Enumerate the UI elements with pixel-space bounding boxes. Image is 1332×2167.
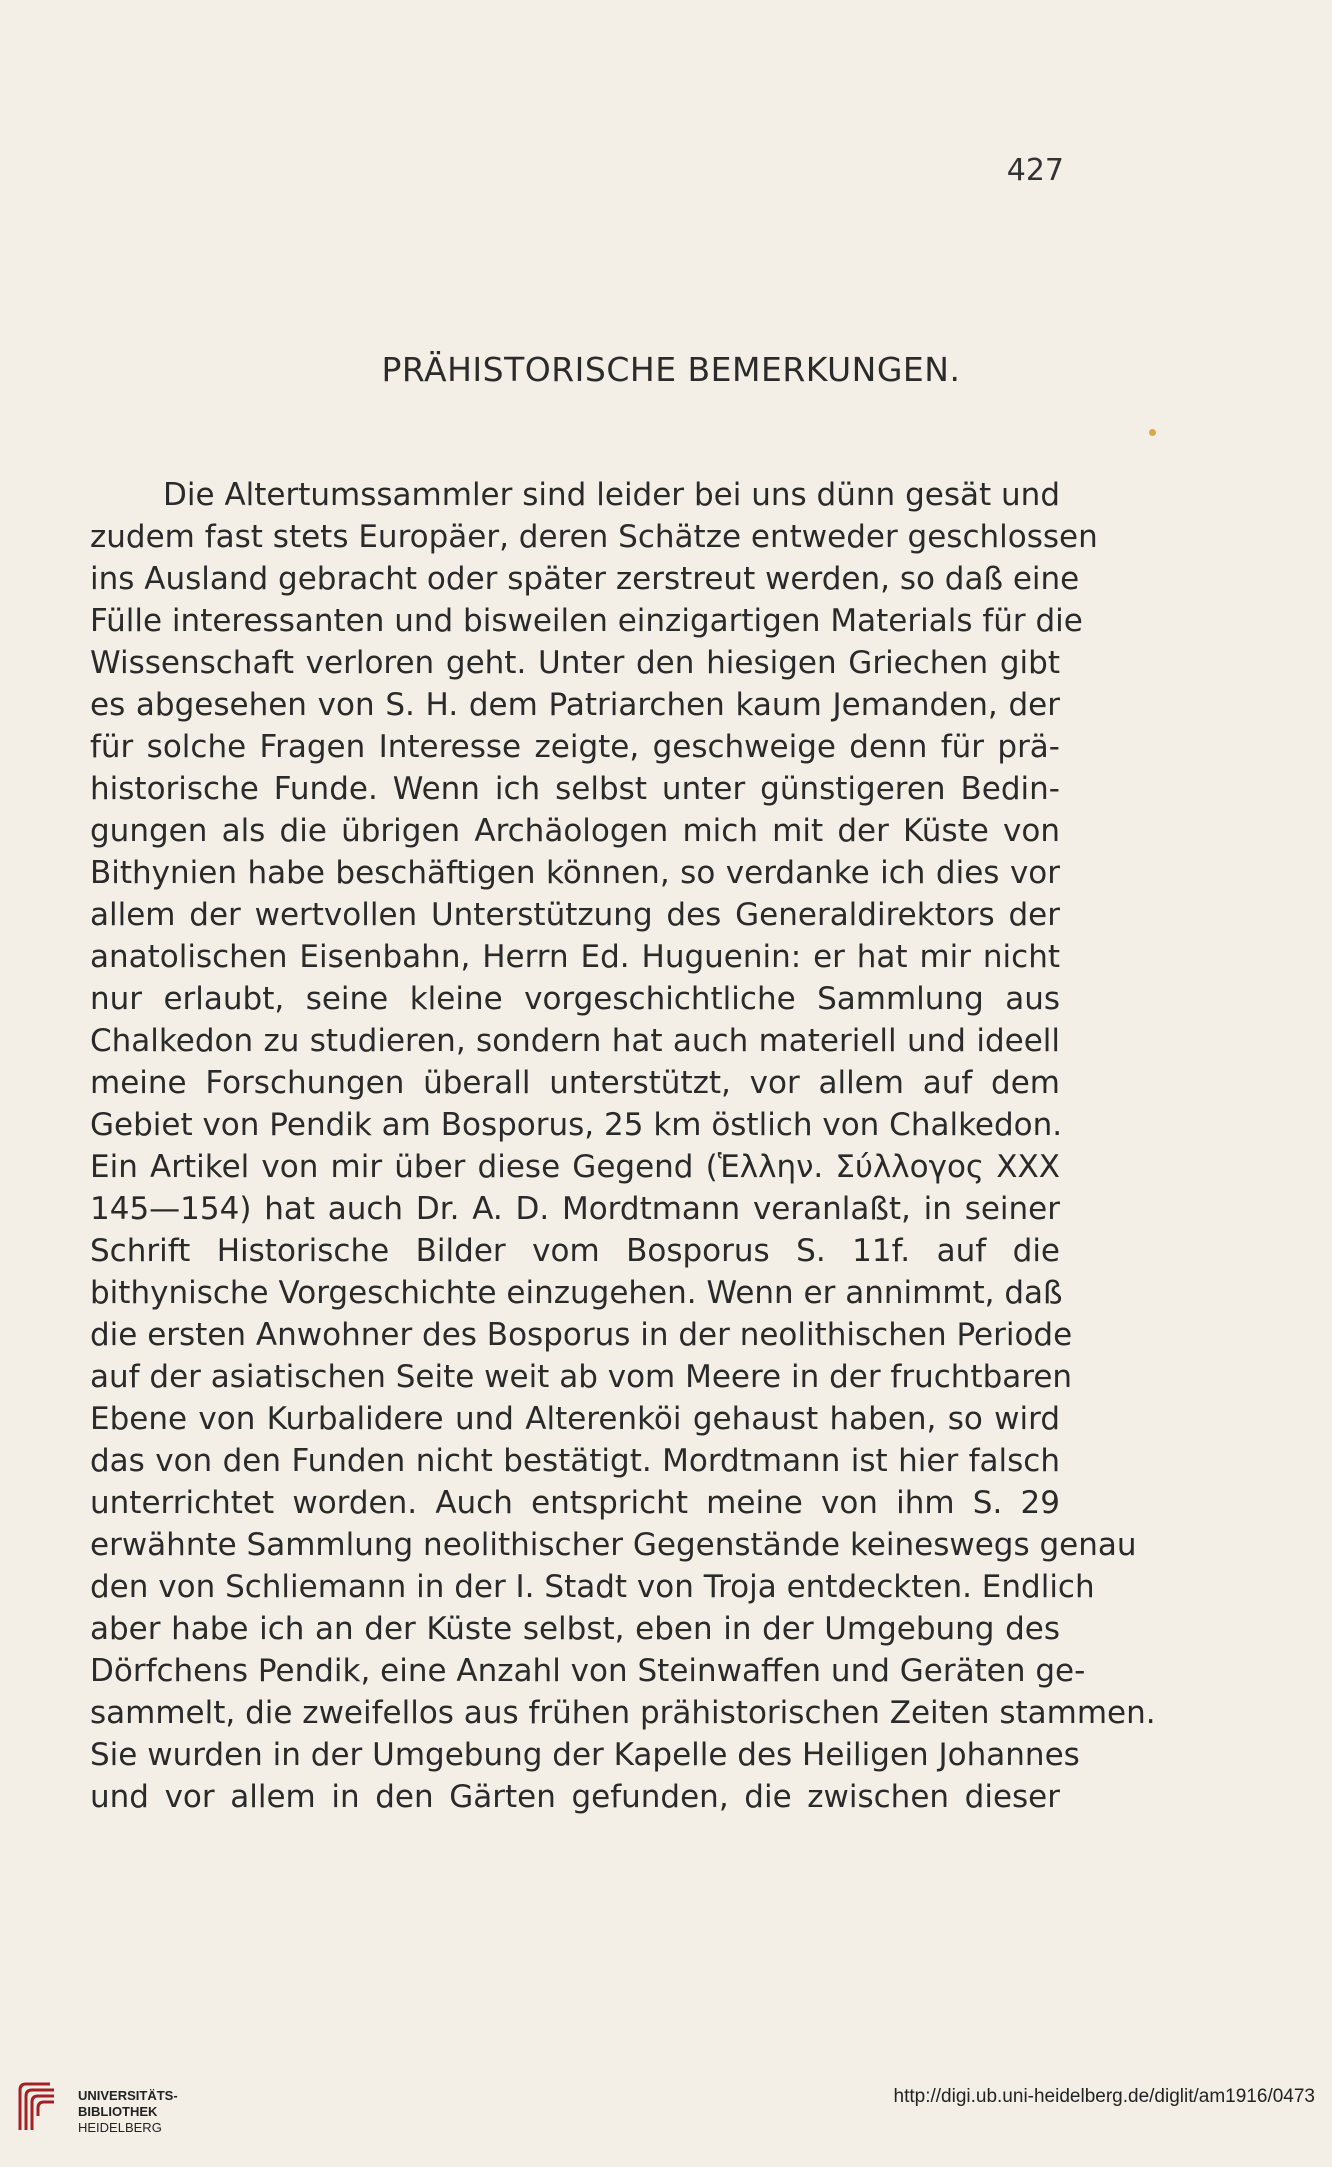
text-line: Ebene von Kurbalidere und Alterenköi gehaust haben, so wird — [90, 1401, 1060, 1437]
library-name — [78, 2088, 178, 2136]
text-line: 145—154) hat auch Dr. A. D. Mordtmann veranlaßt, in seiner — [90, 1191, 1060, 1227]
text-line: Chalkedon zu studieren, sondern hat auch materiell und ideell — [90, 1023, 1060, 1059]
text-line: und vor allem in den Gärten gefunden, die zwischen dieser — [90, 1779, 1060, 1815]
text-line: unterrichtet worden. Auch entspricht meine von ihm S. 29 — [90, 1485, 1060, 1521]
text-line: aber habe ich an der Küste selbst, eben in der Umgebung des — [90, 1611, 1060, 1647]
text-line: bithynische Vorgeschichte einzugehen. Wenn er annimmt, daß — [90, 1275, 1063, 1311]
text-line: das von den Funden nicht bestätigt. Mordtmann ist hier falsch — [90, 1443, 1060, 1479]
text-line: erwähnte Sammlung neolithischer Gegenstände keineswegs genau — [90, 1527, 1137, 1563]
text-line: es abgesehen von S. H. dem Patriarchen kaum Jemanden, der — [90, 687, 1060, 723]
text-line: Dörfchens Pendik, eine Anzahl von Steinwaffen und Geräten ge- — [90, 1653, 1086, 1689]
source-url-link[interactable]: http://digi.ub.uni-heidelberg.de/diglit/am1916/0473 — [893, 2086, 1315, 2107]
library-line-3: HEIDELBERG — [78, 2120, 162, 2135]
text-line: den von Schliemann in der I. Stadt von Troja entdeckten. Endlich — [90, 1569, 1095, 1605]
library-line-1: UNIVERSITÄTS- — [78, 2088, 178, 2103]
text-line: meine Forschungen überall unterstützt, vor allem auf dem — [90, 1065, 1060, 1101]
text-line: Fülle interessanten und bisweilen einzigartigen Materials für die — [90, 603, 1083, 639]
text-line: nur erlaubt, seine kleine vorgeschichtliche Sammlung aus — [90, 981, 1060, 1017]
body-text — [90, 474, 1156, 1818]
page-number: 427 — [1006, 153, 1064, 188]
text-line: Gebiet von Pendik am Bosporus, 25 km östlich von Chalkedon. — [90, 1107, 1063, 1143]
text-line: Die Altertumssammler sind leider bei uns dünn gesät und — [163, 477, 1060, 513]
text-line: gungen als die übrigen Archäologen mich mit der Küste von — [90, 813, 1060, 849]
text-line: die ersten Anwohner des Bosporus in der neolithischen Periode — [90, 1317, 1073, 1353]
text-line: Wissenschaft verloren geht. Unter den hiesigen Griechen gibt — [90, 645, 1060, 681]
library-line-2: BIBLIOTHEK — [78, 2104, 158, 2119]
specks-dot — [1149, 429, 1156, 436]
text-line: für solche Fragen Interesse zeigte, geschweige denn für prä- — [90, 729, 1060, 765]
text-line: Schrift Historische Bilder vom Bosporus S. 11f. auf die — [90, 1233, 1060, 1269]
text-line: Ein Artikel von mir über diese Gegend (Ἑλλην. Σύλλογος XXX — [90, 1149, 1060, 1185]
text-line: allem der wertvollen Unterstützung des Generaldirektors der — [90, 897, 1060, 933]
text-line: anatolischen Eisenbahn, Herrn Ed. Huguenin: er hat mir nicht — [90, 939, 1060, 975]
text-line: zudem fast stets Europäer, deren Schätze entweder geschlossen — [90, 519, 1098, 555]
footer — [0, 2060, 1332, 2167]
text-line: historische Funde. Wenn ich selbst unter günstigeren Bedin- — [90, 771, 1060, 807]
text-line: ins Ausland gebracht oder später zerstreut werden, so daß eine — [90, 561, 1080, 597]
text-line: Sie wurden in der Umgebung der Kapelle des Heiligen Johannes — [90, 1737, 1080, 1773]
text-line: auf der asiatischen Seite weit ab vom Meere in der fruchtbaren — [90, 1359, 1073, 1395]
text-line: Bithynien habe beschäftigen können, so verdanke ich dies vor — [90, 855, 1060, 891]
library-logo-icon — [16, 2080, 58, 2132]
text-line: sammelt, die zweifellos aus frühen prähistorischen Zeiten stammen. — [90, 1695, 1156, 1731]
page-title: PRÄHISTORISCHE BEMERKUNGEN. — [381, 350, 961, 389]
